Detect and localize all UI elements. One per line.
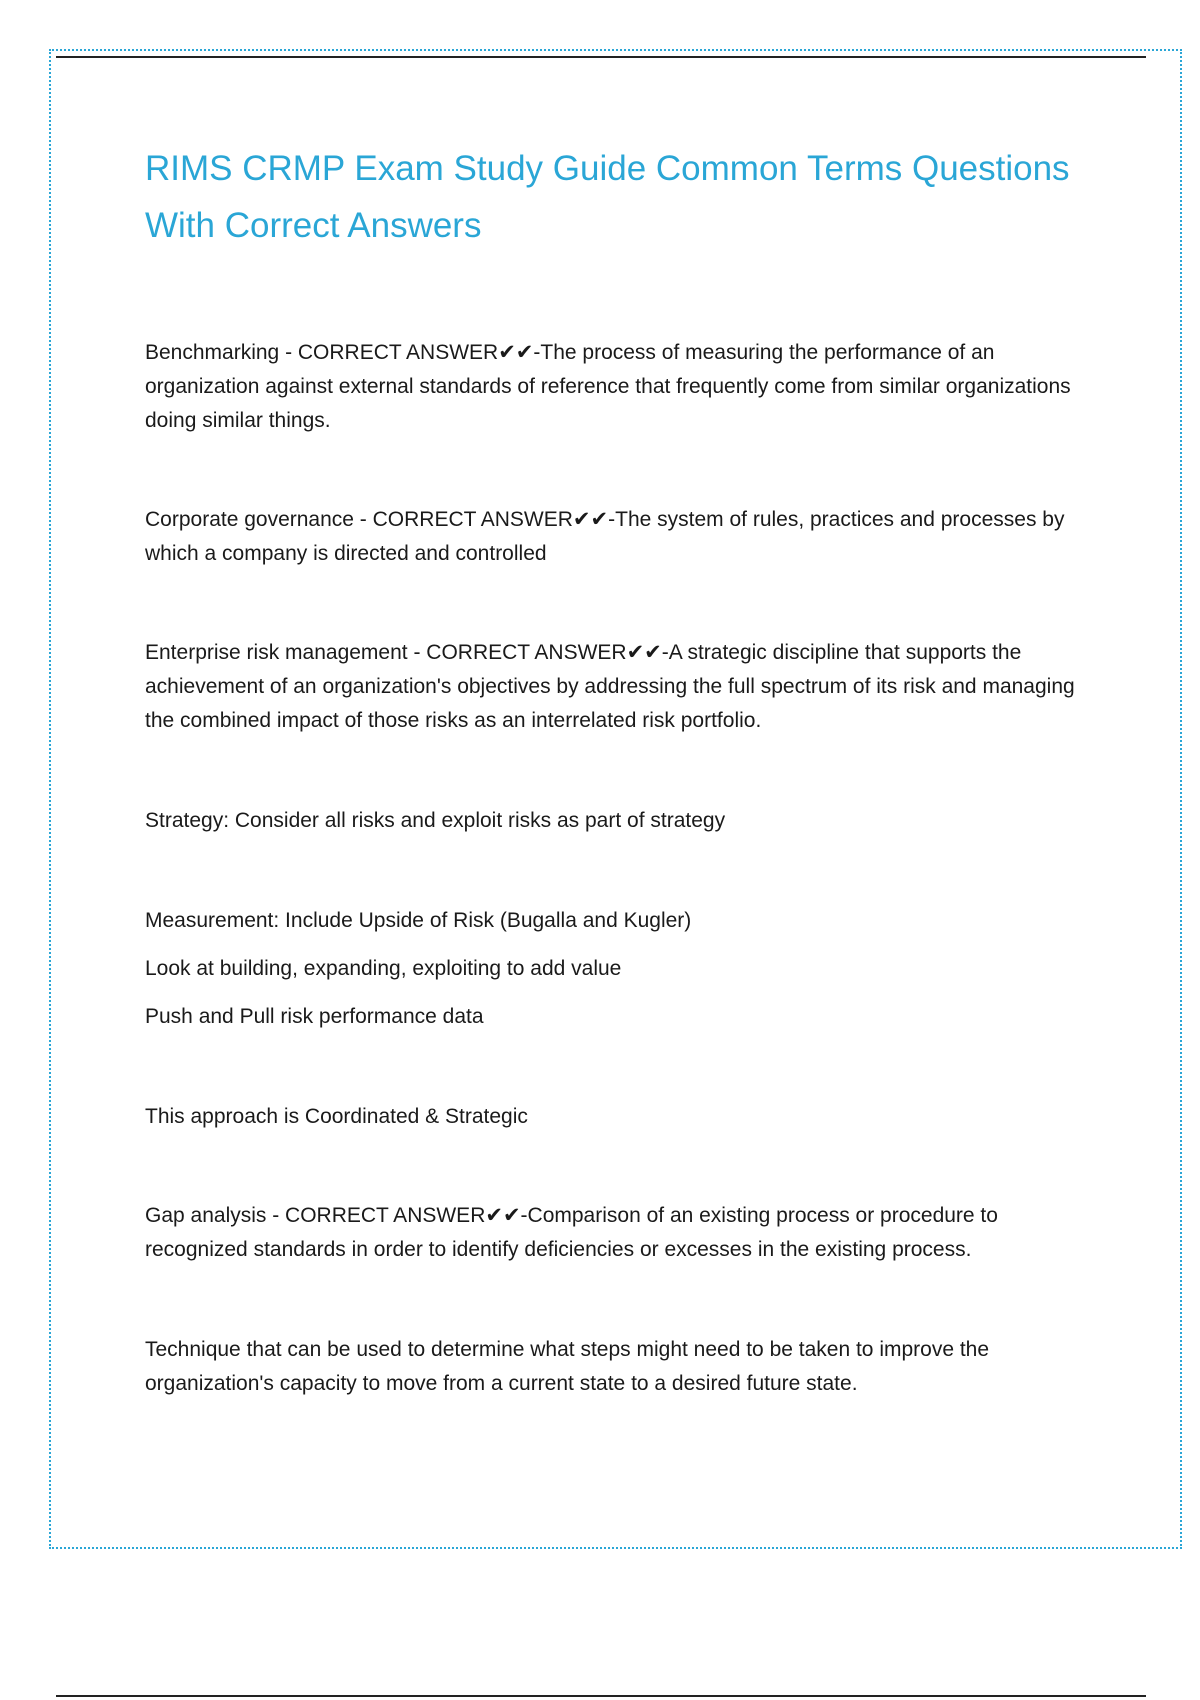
top-rule	[56, 56, 1146, 58]
paragraph-push-and-pull: Push and Pull risk performance data	[145, 1005, 484, 1028]
document-body	[145, 140, 1085, 1401]
paragraph-strategy: Strategy: Consider all risks and exploit risks as part of strategy	[145, 809, 726, 832]
bottom-rule	[56, 1695, 1146, 1697]
paragraph-benchmarking: Benchmarking - CORRECT ANSWER✔✔-The process of measuring the performance of an organization against external standards of reference that frequently come from similar organizations doing similar things.	[145, 341, 1071, 432]
paragraph-gap-analysis: Gap analysis - CORRECT ANSWER✔✔-Comparison of an existing process or procedure to recognized standards in order to identify deficiencies or excesses in the existing process.	[145, 1204, 998, 1261]
paragraph-corporate-governance: Corporate governance - CORRECT ANSWER✔✔-The system of rules, practices and processes by which a company is directed and controlled	[145, 508, 1065, 565]
paragraph-enterprise-risk-management: Enterprise risk management - CORRECT ANSWER✔✔-A strategic discipline that supports the achievement of an organization's objectives by addressing the full spectrum of its risk and managing the combined impact of those risks as an interrelated risk portfolio.	[145, 641, 1075, 732]
paragraph-measurement: Measurement: Include Upside of Risk (Bugalla and Kugler)	[145, 909, 692, 932]
paragraph-technique: Technique that can be used to determine what steps might need to be taken to improve the organization's capacity to move from a current state to a desired future state.	[145, 1338, 990, 1395]
document-title: RIMS CRMP Exam Study Guide Common Terms Questions With Correct Answers	[145, 149, 1070, 245]
paragraph-look-at-building: Look at building, expanding, exploiting to add value	[145, 957, 622, 980]
paragraph-approach: This approach is Coordinated & Strategic	[145, 1105, 528, 1128]
